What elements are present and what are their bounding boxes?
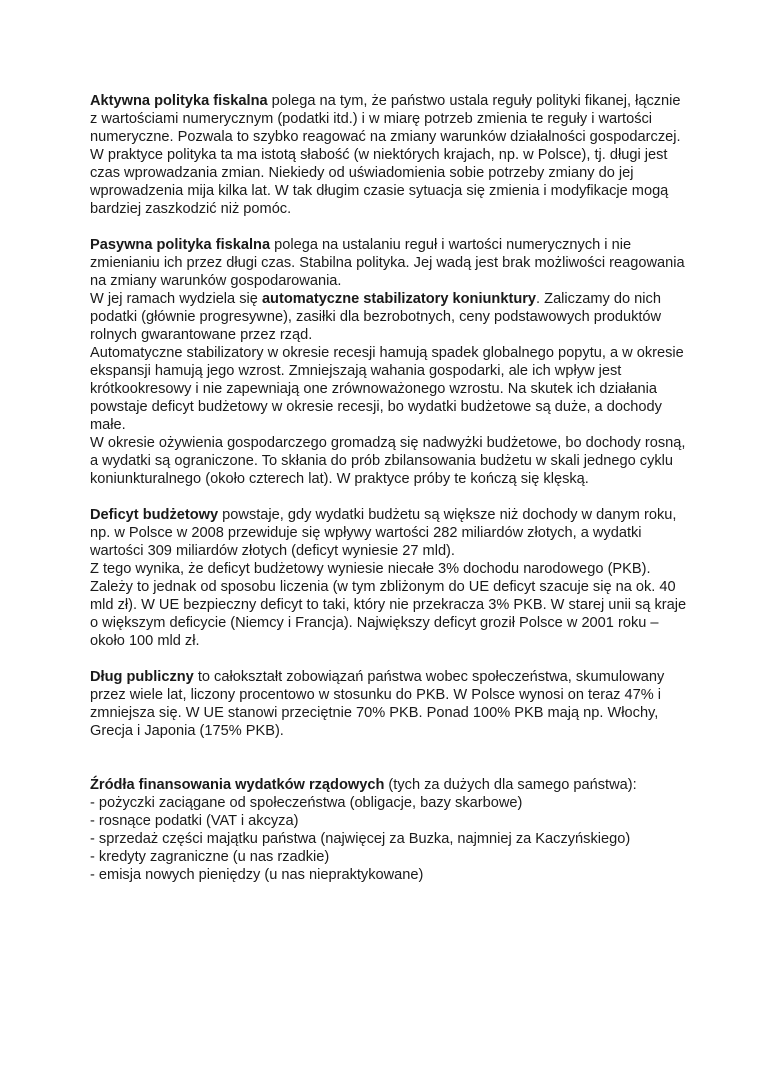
text-funding-sources: (tych za dużych dla samego państwa): bbox=[384, 777, 637, 793]
list-item: - pożyczki zaciągane od społeczeństwa (obligacje, bazy skarbowe) bbox=[90, 795, 523, 811]
paragraph-public-debt bbox=[90, 668, 690, 740]
paragraph-active-fiscal-policy bbox=[90, 92, 690, 218]
paragraph-funding-sources bbox=[90, 776, 690, 794]
paragraph-budget-deficit-details: Z tego wynika, że deficyt budżetowy wyniesie niecałe 3% dochodu narodowego (PKB). Zależy to jednak od sposobu liczenia (w tym zbliżonym do UE deficyt szacuje się na ok. 40 mld zł). W UE bezpieczny deficyt to taki, który nie przekracza 3% PKB. W starej unii są kraje o większym deficycie (Niemcy i Francja). Największy deficyt groził Polsce w 2001 roku – około 100 mld zł. bbox=[90, 561, 687, 649]
list-item: - rosnące podatki (VAT i akcyza) bbox=[90, 813, 299, 829]
paragraph-passive-fiscal-policy bbox=[90, 236, 690, 290]
list-item: - kredyty zagraniczne (u nas rzadkie) bbox=[90, 849, 330, 865]
document-page bbox=[90, 92, 690, 884]
term-public-debt: Dług publiczny bbox=[90, 669, 194, 685]
term-active-fiscal-policy: Aktywna polityka fiskalna bbox=[90, 93, 268, 109]
list-item: - emisja nowych pieniędzy (u nas niepraktykowane) bbox=[90, 867, 424, 883]
paragraph-stabilizers-revival: W okresie ożywienia gospodarczego gromadzą się nadwyżki budżetowe, bo dochody rosną, a wydatki są ograniczone. To skłania do prób zbilansowania budżetu w skali jednego cyklu koniunkturalnego (około czterech lat). W praktyce próby te kończą się klęską. bbox=[90, 435, 686, 487]
term-automatic-stabilizers: automatyczne stabilizatory koniunktury bbox=[261, 291, 537, 307]
term-funding-sources: Źródła finansowania wydatków rządowych bbox=[90, 777, 385, 793]
text-budget-deficit: powstaje, gdy wydatki budżetu są większe niż dochody w danym roku, np. w Polsce w 2008 przewiduje się wpływy wartości 282 miliardów złotych, a wydatki wartości 309 miliardów złotych (deficyt wyniesie 27 mld). bbox=[90, 507, 677, 559]
paragraph-stabilizers-recession: Automatyczne stabilizatory w okresie recesji hamują spadek globalnego popytu, a w okresie ekspansji hamują jego wzrost. Zmniejszają wahania gospodarki, ale ich wpływ jest krótkookresowy i nie zapewniają one zrównoważonego wzrostu. Na skutek ich działania powstaje deficyt budżetowy w okresie recesji, bo wydatki budżetowe są duże, a dochody małe. bbox=[90, 345, 684, 433]
term-passive-fiscal-policy: Pasywna polityka fiskalna bbox=[90, 237, 271, 253]
text-passive-fiscal-policy: polega na ustalaniu reguł i wartości numerycznych i nie zmienianiu ich przez długi czas. Stabilna polityka. Jej wadą jest brak możliwości reagowania na zmiany warunków gospodarowania. bbox=[90, 237, 685, 289]
text-stabilizers-post: . Zaliczamy do nich podatki (głównie progresywne), zasiłki dla bezrobotnych, ceny podstawowych produktów rolnych gwarantowane przez rząd. bbox=[90, 291, 662, 343]
paragraph-budget-deficit bbox=[90, 506, 690, 560]
text-active-fiscal-policy: polega na tym, że państwo ustala reguły polityki fikanej, łącznie z wartościami numerycznym (podatki itd.) i w miarę potrzeb zmienia te reguły i wartości numeryczne. Pozwala to szybko reagować na zmiany warunków działalności gospodarczej. W praktyce polityka ta ma istotą słabość (w niektórych krajach, np. w Polsce), tj. długi jest czas wprowadzania zmian. Niekiedy od uświadomienia sobie potrzeby zmiany do jej wprowadzenia mija kilka lat. W tak długim czasie sytuacja się zmienia i modyfikacje mogą bardziej zaszkodzić niż pomóc. bbox=[90, 93, 681, 217]
list-item: - sprzedaż części majątku państwa (najwięcej za Buzka, najmniej za Kaczyńskiego) bbox=[90, 831, 631, 847]
text-stabilizers-pre: W jej ramach wydziela się bbox=[90, 291, 262, 307]
term-budget-deficit: Deficyt budżetowy bbox=[90, 507, 219, 523]
text-public-debt: to całokształt zobowiązań państwa wobec społeczeństwa, skumulowany przez wiele lat, liczony procentowo w stosunku do PKB. W Polsce wynosi on teraz 47% i zmniejsza się. W UE stanowi przeciętnie 70% PKB. Ponad 100% PKB mają np. Włochy, Grecja i Japonia (175% PKB). bbox=[90, 669, 665, 739]
paragraph-stabilizers-intro bbox=[90, 290, 690, 344]
